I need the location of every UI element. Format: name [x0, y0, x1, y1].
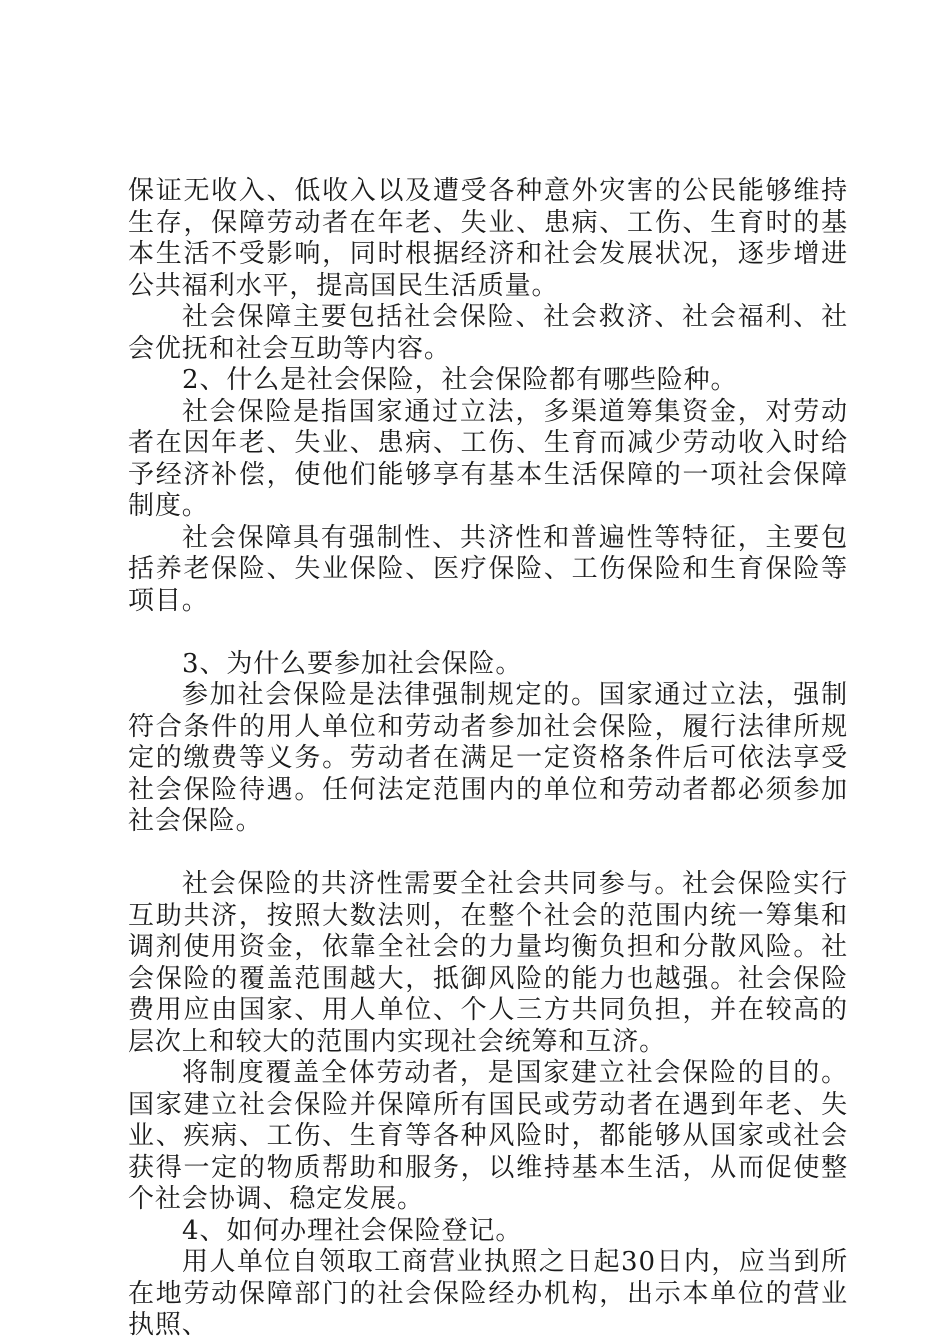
- paragraph-mandatory-participation: 参加社会保险是法律强制规定的。国家通过立法，强制符合条件的用人单位和劳动者参加社会保险，履行法律所规定的缴费等义务。劳动者在满足一定资格条件后可依法享受社会保险待遇。任何法定范围内的单位和劳动者都必须参加社会保险。: [128, 680, 848, 836]
- section-heading-2: 2、什么是社会保险，社会保险都有哪些险种。: [182, 365, 738, 395]
- paragraph-coverage-goal: 将制度覆盖全体劳动者，是国家建立社会保险的目的。国家建立社会保险并保障所有国民或劳动者在遇到年老、失业、疾病、工伤、生育等各种风险时，都能够从国家或社会获得一定的物质帮助和服务，以维持基本生活，从而促使整个社会协调、稳定发展。: [128, 1058, 848, 1214]
- paragraph-social-security-scope: 社会保障主要包括社会保险、社会救济、社会福利、社会优抚和社会互助等内容。: [128, 302, 848, 364]
- paragraph-registration: 用人单位自领取工商营业执照之日起30日内，应当到所在地劳动保障部门的社会保险经办机构，出示本单位的营业执照、: [128, 1247, 848, 1340]
- paragraph-social-security-purpose: 保证无收入、低收入以及遭受各种意外灾害的公民能够维持生存，保障劳动者在年老、失业、患病、工伤、生育时的基本生活不受影响，同时根据经济和社会发展状况，逐步增进公共福利水平，提高国民生活质量。: [128, 176, 848, 301]
- section-heading-4: 4、如何办理社会保险登记。: [182, 1215, 523, 1246]
- paragraph-social-insurance-types: 社会保障具有强制性、共济性和普遍性等特征，主要包括养老保险、失业保险、医疗保险、工伤保险和生育保险等项目。: [128, 522, 848, 616]
- paragraph-mutual-aid: 社会保险的共济性需要全社会共同参与。社会保险实行互助共济，按照大数法则，在整个社会的范围内统一筹集和调剂使用资金，依靠全社会的力量均衡负担和分散风险。社会保险的覆盖范围越大，抵御风险的能力也越强。社会保险费用应由国家、用人单位、个人三方共同负担，并在较高的层次上和较大的范围内实现社会统筹和互济。: [128, 869, 848, 1057]
- section-heading-3: 3、为什么要参加社会保险。: [182, 648, 523, 679]
- paragraph-social-insurance-definition: 社会保险是指国家通过立法，多渠道筹集资金，对劳动者在因年老、失业、患病、工伤、生育而减少劳动收入时给予经济补偿，使他们能够享有基本生活保障的一项社会保障制度。: [128, 396, 848, 521]
- document-body: [128, 176, 848, 1342]
